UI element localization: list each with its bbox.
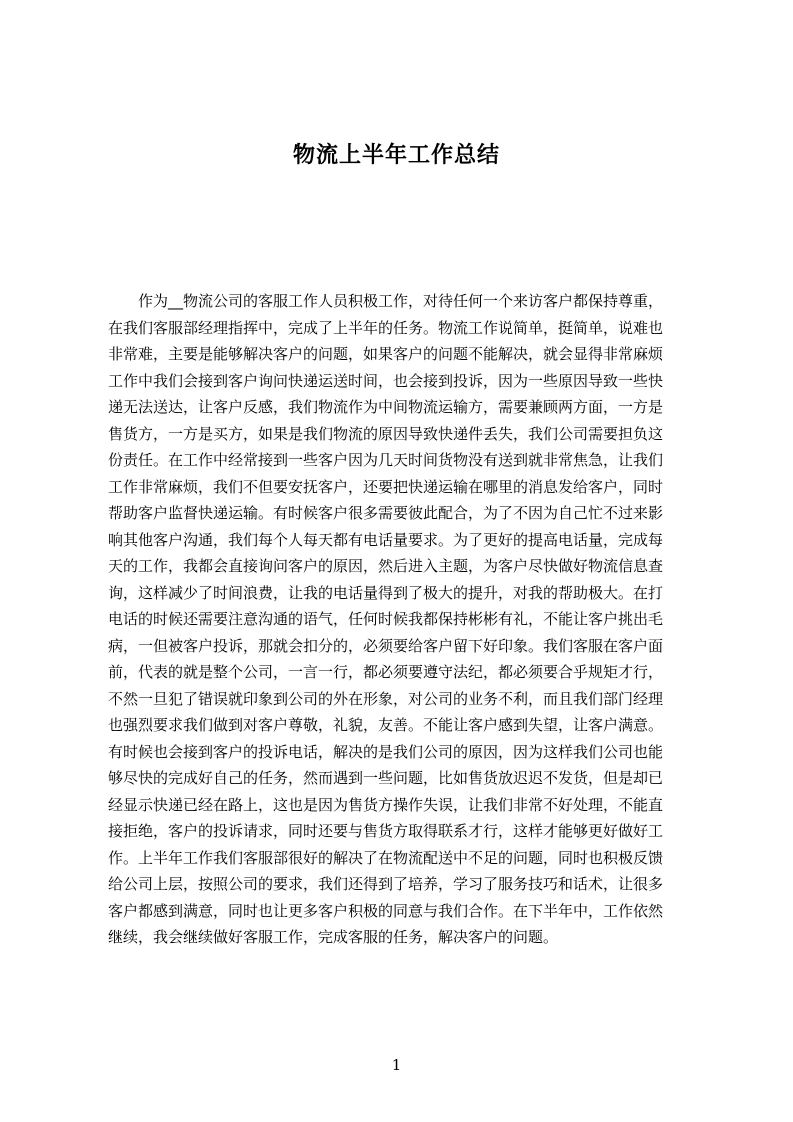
body-line: 份责任。在工作中经常接到一些客户因为几天时间货物没有送到就非常焦急，让我们 bbox=[108, 451, 664, 469]
body-line: 给公司上层，按照公司的要求，我们还得到了培养，学习了服务技巧和话术，让很多 bbox=[108, 875, 664, 893]
body-line: 电话的时候还需要注意沟通的语气，任何时候我都保持彬彬有礼，不能让客户挑出毛 bbox=[108, 610, 664, 628]
body-line: 帮助客户监督快递运输。有时候客户很多需要彼此配合，为了不因为自己忙不过来影 bbox=[108, 504, 664, 522]
body-line: 询，这样减少了时间浪费，让我的电话量得到了极大的提升，对我的帮助极大。在打 bbox=[108, 583, 664, 602]
body-line: 天的工作，我都会直接询问客户的原因，然后进入主题，为客户尽快做好物流信息查 bbox=[108, 557, 664, 575]
document-title: 物流上半年工作总结 bbox=[292, 143, 500, 168]
body-line: 接拒绝，客户的投诉请求，同时还要与售货方取得联系才行，这样才能够更好做好工 bbox=[108, 822, 664, 840]
body-line: 工作中我们会接到客户询问快递运送时间，也会接到投诉，因为一些原因导致一些快 bbox=[108, 371, 664, 390]
body-line: 经显示快递已经在路上，这也是因为售货方操作失误，让我们非常不好处理，不能直 bbox=[108, 795, 664, 814]
body-line: 售货方，一方是买方，如果是我们物流的原因导致快递件丢失，我们公司需要担负这 bbox=[108, 424, 664, 443]
body-line: 工作非常麻烦，我们不但要安抚客户，还要把快递运输在哪里的消息发给客户，同时 bbox=[108, 477, 664, 496]
body-line: 响其他客户沟通，我们每个人每天都有电话量要求。为了更好的提高电话量，完成每 bbox=[108, 530, 664, 549]
body-line: 前，代表的就是整个公司，一言一行，都必须要遵守法纪，都必须要合乎规矩才行， bbox=[108, 663, 664, 681]
page-number: 1 bbox=[391, 1056, 402, 1074]
body-line: 在我们客服部经理指挥中，完成了上半年的任务。物流工作说简单，挺简单，说难也 bbox=[108, 318, 664, 337]
body-line: 也强烈要求我们做到对客户尊敬，礼貌，友善。不能让客户感到失望，让客户满意。 bbox=[108, 716, 664, 734]
body-line: 继续，我会继续做好客服工作，完成客服的任务，解决客户的问题。 bbox=[108, 928, 559, 946]
body-line: 作。上半年工作我们客服部很好的解决了在物流配送中不足的问题，同时也积极反馈 bbox=[108, 848, 664, 867]
body-line: 够尽快的完成好自己的任务，然而遇到一些问题，比如售货放迟迟不发货，但是却已 bbox=[108, 769, 664, 787]
body-line: 非常难，主要是能够解决客户的问题，如果客户的问题不能解决，就会显得非常麻烦 bbox=[108, 345, 664, 363]
body-line: 不然一旦犯了错误就印象到公司的外在形象，对公司的业务不利，而且我们部门经理 bbox=[108, 689, 664, 708]
body-line: 病，一但被客户投诉，那就会扣分的，必须要给客户留下好印象。我们客服在客户面 bbox=[108, 636, 664, 655]
document-body bbox=[108, 288, 702, 951]
body-line: 有时候也会接到客户的投诉电话，解决的是我们公司的原因，因为这样我们公司也能 bbox=[108, 742, 664, 761]
body-line: 客户都感到满意，同时也让更多客户积极的同意与我们合作。在下半年中，工作依然 bbox=[108, 901, 664, 920]
body-line: 递无法送达，让客户反感，我们物流作为中间物流运输方，需要兼顾两方面，一方是 bbox=[108, 398, 664, 416]
body-line: 作为__物流公司的客服工作人员积极工作，对待任何一个来访客户都保持尊重， bbox=[138, 292, 664, 310]
